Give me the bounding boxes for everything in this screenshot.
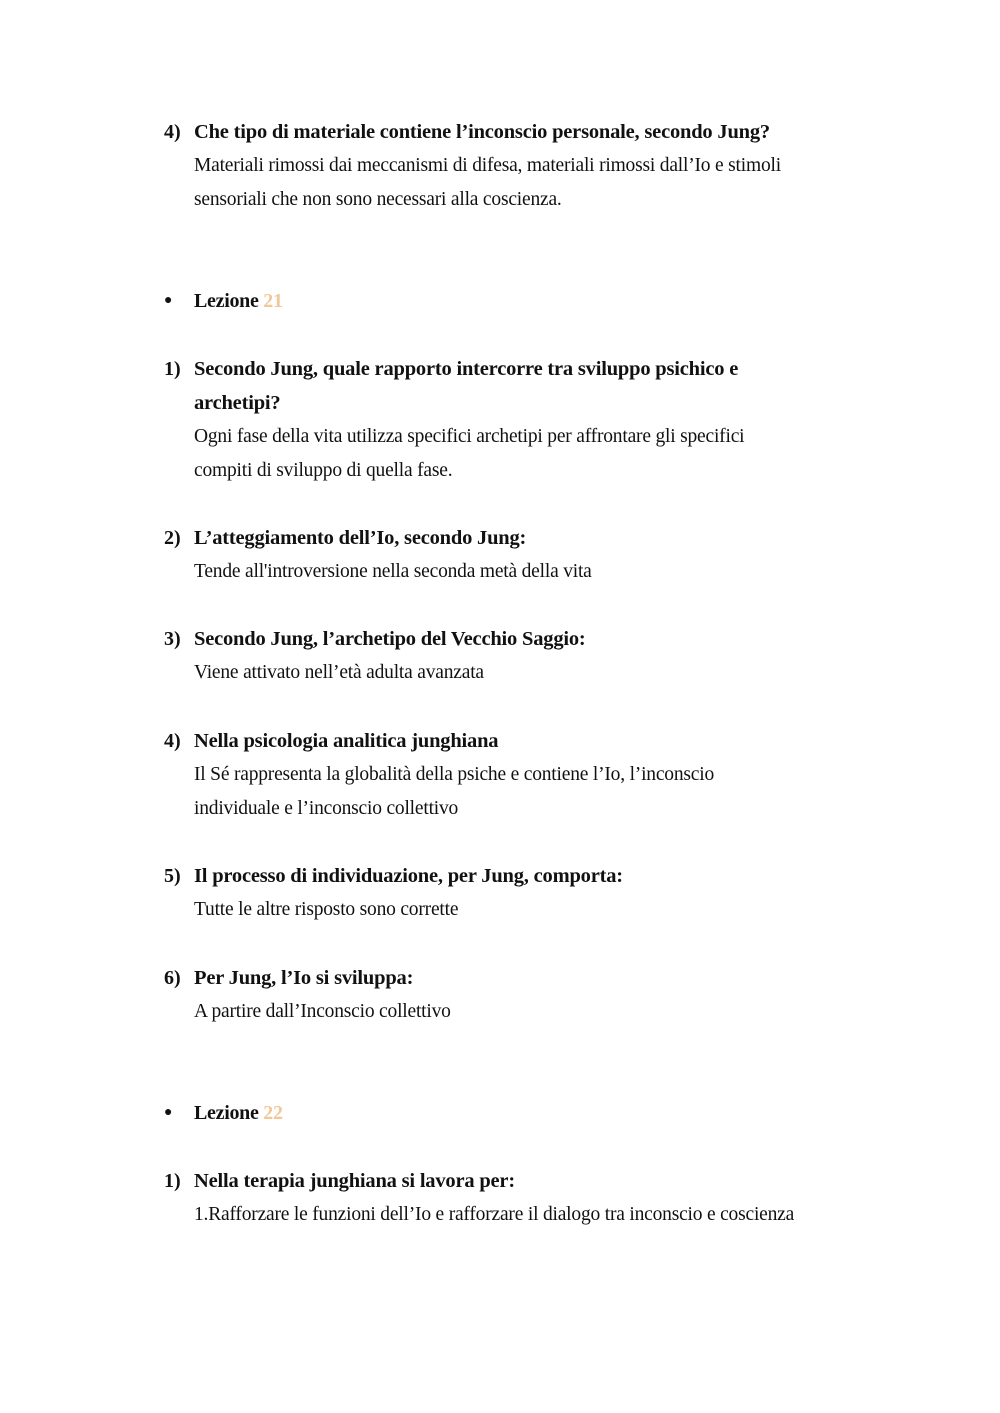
question-text: Secondo Jung, l’archetipo del Vecchio Saggio: bbox=[194, 628, 586, 650]
lesson-label: Lezione bbox=[194, 290, 259, 312]
question-item bbox=[164, 961, 884, 1029]
answer-text: Tende all'introversione nella seconda metà della vita bbox=[194, 561, 592, 582]
answer-line: Materiali rimossi dai meccanismi di difesa, materiali rimossi dall’Io e stimoli bbox=[194, 155, 781, 176]
answer-line: Ogni fase della vita utilizza specifici archetipi per affrontare gli specifici bbox=[194, 426, 745, 447]
lesson-number: 22 bbox=[263, 1102, 283, 1124]
question-item bbox=[164, 521, 884, 589]
question-item bbox=[164, 115, 884, 217]
question-text: Che tipo di materiale contiene l’inconscio personale, secondo Jung? bbox=[194, 121, 770, 143]
question-item bbox=[164, 352, 884, 488]
question-item bbox=[164, 859, 884, 927]
answer-line: individuale e l’inconscio collettivo bbox=[194, 798, 459, 819]
question-number: 4) bbox=[164, 121, 181, 143]
lesson-number: 21 bbox=[263, 290, 283, 312]
answer-text: 1.Rafforzare le funzioni dell’Io e rafforzare il dialogo tra inconscio e coscienza bbox=[194, 1204, 795, 1225]
question-item bbox=[164, 1164, 884, 1232]
answer-text: Viene attivato nell’età adulta avanzata bbox=[194, 662, 484, 683]
question-item bbox=[164, 724, 884, 826]
answer-line: Il Sé rappresenta la globalità della psiche e contiene l’Io, l’inconscio bbox=[194, 764, 715, 785]
question-number: 4) bbox=[164, 730, 181, 752]
question-text: Per Jung, l’Io si sviluppa: bbox=[194, 967, 414, 989]
lesson-heading bbox=[164, 1096, 283, 1130]
question-text: L’atteggiamento dell’Io, secondo Jung: bbox=[194, 527, 527, 549]
answer-text: Tutte le altre risposto sono corrette bbox=[194, 899, 459, 920]
lesson-label: Lezione bbox=[194, 1102, 259, 1124]
answer-line: compiti di sviluppo di quella fase. bbox=[194, 460, 453, 481]
lesson-heading bbox=[164, 284, 283, 318]
question-number: 6) bbox=[164, 967, 181, 989]
question-text: Il processo di individuazione, per Jung, comporta: bbox=[194, 865, 623, 887]
question-line: archetipi? bbox=[194, 392, 281, 414]
answer-text: A partire dall’Inconscio collettivo bbox=[194, 1001, 451, 1022]
question-number: 5) bbox=[164, 865, 181, 887]
question-item bbox=[164, 622, 884, 690]
question-text: Nella terapia junghiana si lavora per: bbox=[194, 1170, 515, 1192]
question-number: 1) bbox=[164, 358, 181, 380]
bullet-icon: ● bbox=[164, 293, 173, 308]
question-number: 1) bbox=[164, 1170, 181, 1192]
question-number: 2) bbox=[164, 527, 181, 549]
question-line: Secondo Jung, quale rapporto intercorre tra sviluppo psichico e bbox=[194, 358, 739, 380]
question-text: Nella psicologia analitica junghiana bbox=[194, 730, 499, 752]
question-number: 3) bbox=[164, 628, 181, 650]
bullet-icon: ● bbox=[164, 1105, 173, 1120]
answer-line: sensoriali che non sono necessari alla coscienza. bbox=[194, 189, 562, 210]
